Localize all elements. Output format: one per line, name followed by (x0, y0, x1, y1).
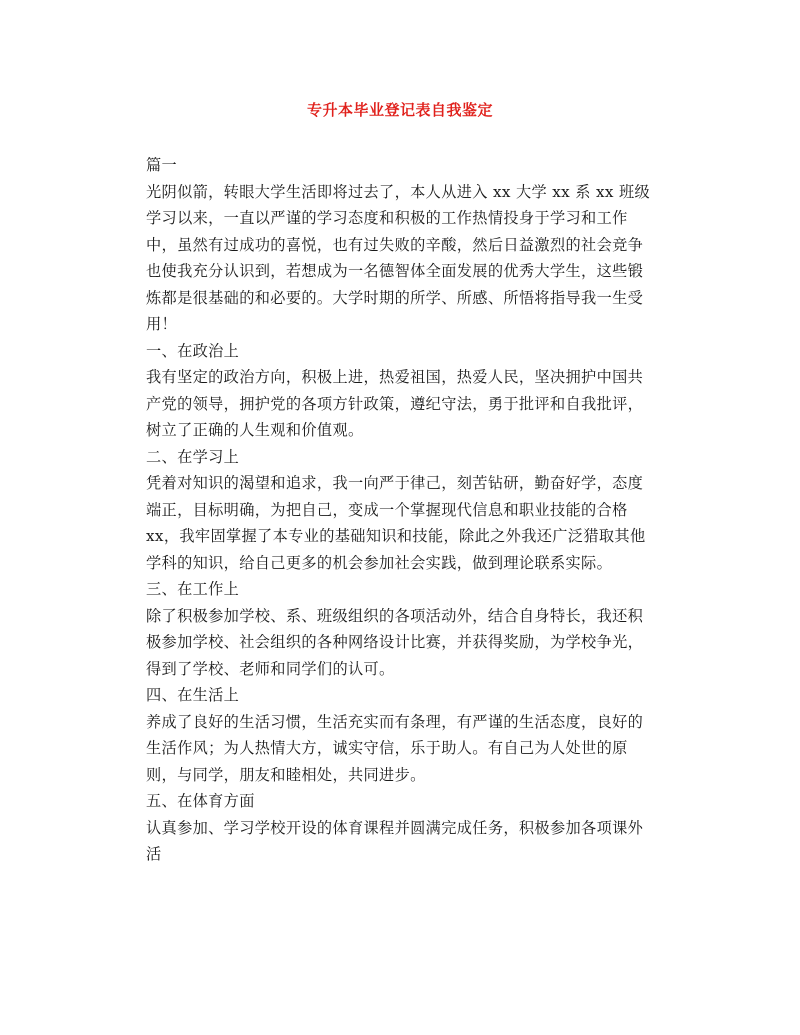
section-label: 篇一 (146, 156, 178, 174)
paragraph-study: 凭着对知识的渴望和追求，我一向严于律己，刻苦钻研，勤奋好学，态度端正，目标明确，为把自己，变成一个掌握现代信息和职业技能的合格 xx，我牢固掌握了本专业的基础知识和技能，除此之外我还广泛猎取其他学科的知识，给自己更多的机会参加社会实践，做到理论联系实际。 (146, 474, 646, 572)
heading-sports: 五、在体育方面 (146, 792, 255, 810)
paragraph-politics: 我有坚定的政治方向，积极上进，热爱祖国，热爱人民，坚决拥护中国共产党的领导，拥护党的各项方针政策，遵纪守法，勇于批评和自我批评，树立了正确的人生观和价值观。 (146, 368, 644, 439)
paragraph-life: 养成了良好的生活习惯，生活充实而有条理，有严谨的生活态度，良好的生活作风；为人热情大方，诚实守信，乐于助人。有自己为人处世的原则，与同学，朋友和睦相处，共同进步。 (146, 712, 644, 784)
document-title: 专升本毕业登记表自我鉴定 (306, 101, 493, 119)
paragraph-work: 除了积极参加学校、系、班级组织的各项活动外，结合自身特长，我还积极参加学校、社会组织的各种网络设计比赛，并获得奖励，为学校争光，得到了学校、老师和同学们的认可。 (146, 606, 644, 678)
heading-life: 四、在生活上 (146, 686, 240, 704)
heading-politics: 一、在政治上 (146, 341, 240, 360)
heading-work: 三、在工作上 (146, 580, 240, 598)
heading-study: 二、在学习上 (146, 447, 240, 466)
paragraph-intro: 光阴似箭，转眼大学生活即将过去了，本人从进入 xx 大学 xx 系 xx 班级学习以来，一直以严谨的学习态度和积极的工作热情投身于学习和工作中，虽然有过成功的喜悦，也有过失败的辛酸，然后日益激烈的社会竞争也使我充分认识到，若想成为一名德智体全面发展的优秀大学生，这些锻炼都是很基础的和必要的。大学时期的所学、所感、所悟将指导我一生受用！ (146, 182, 651, 333)
paragraph-sports: 认真参加、学习学校开设的体育课程并圆满完成任务，积极参加各项课外活 (146, 818, 644, 863)
document-body (146, 152, 654, 868)
